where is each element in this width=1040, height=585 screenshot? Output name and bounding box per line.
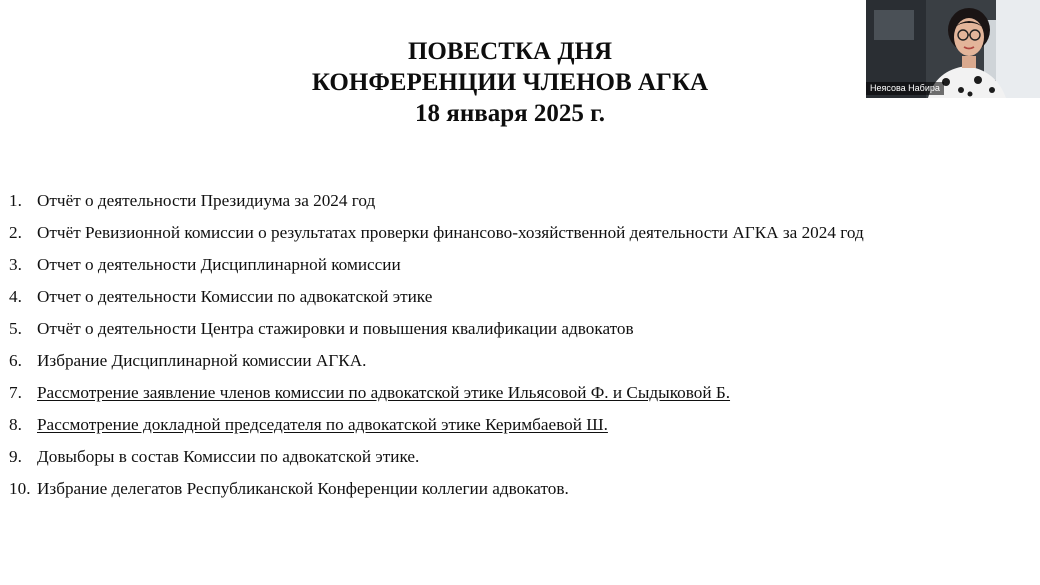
agenda-item	[9, 412, 864, 444]
participant-name-label: Неясова Набира	[866, 82, 944, 95]
title-line-2: КОНФЕРЕНЦИИ ЧЛЕНОВ АГКА	[311, 69, 709, 96]
title-line-1: ПОВЕСТКА ДНЯ	[407, 38, 613, 65]
agenda-item-text: Избрание делегатов Республиканской Конференции коллегии адвокатов.	[37, 479, 569, 498]
agenda-list	[9, 188, 864, 508]
agenda-item-number: 5.	[9, 319, 22, 338]
agenda-item	[9, 252, 864, 284]
agenda-item-text: Отчет о деятельности Комиссии по адвокатской этике	[37, 287, 433, 306]
agenda-item-text-underlined: Рассмотрение заявление членов комиссии по адвокатской этике Ильясовой Ф. и Сыдыковой Б.	[37, 383, 731, 402]
agenda-item-text: Отчет о деятельности Дисциплинарной комиссии	[37, 255, 401, 274]
agenda-item-number: 3.	[9, 255, 22, 274]
agenda-item	[9, 380, 864, 412]
agenda-item	[9, 188, 864, 220]
agenda-item-text: Отчёт о деятельности Президиума за 2024 год	[37, 191, 376, 210]
agenda-item-number: 1.	[9, 191, 22, 210]
agenda-item-number: 4.	[9, 287, 22, 306]
agenda-item-number: 6.	[9, 351, 22, 370]
agenda-item	[9, 284, 864, 316]
participant-video-tile[interactable]	[866, 0, 1040, 98]
agenda-item	[9, 348, 864, 380]
agenda-item-text: Довыборы в состав Комиссии по адвокатской этике.	[37, 447, 420, 466]
agenda-item-number: 2.	[9, 223, 22, 242]
title-line-3: 18 января 2025 г.	[415, 100, 605, 127]
agenda-item-number: 10.	[9, 479, 31, 498]
agenda-item-text: Отчёт Ревизионной комиссии о результатах проверки финансово-хозяйственной деятельности АГКА за 2024 год	[37, 223, 864, 242]
agenda-item-number: 8.	[9, 415, 22, 434]
agenda-item-text-underlined: Рассмотрение докладной председателя по адвокатской этике Керимбаевой Ш.	[37, 415, 608, 434]
agenda-item	[9, 476, 864, 508]
agenda-item-number: 7.	[9, 383, 22, 402]
agenda-item-text: Отчёт о деятельности Центра стажировки и повышения квалификации адвокатов	[37, 319, 634, 338]
agenda-item	[9, 316, 864, 348]
agenda-item	[9, 220, 864, 252]
agenda-item	[9, 444, 864, 476]
agenda-item-text: Избрание Дисциплинарной комиссии АГКА.	[37, 351, 367, 370]
agenda-item-number: 9.	[9, 447, 22, 466]
